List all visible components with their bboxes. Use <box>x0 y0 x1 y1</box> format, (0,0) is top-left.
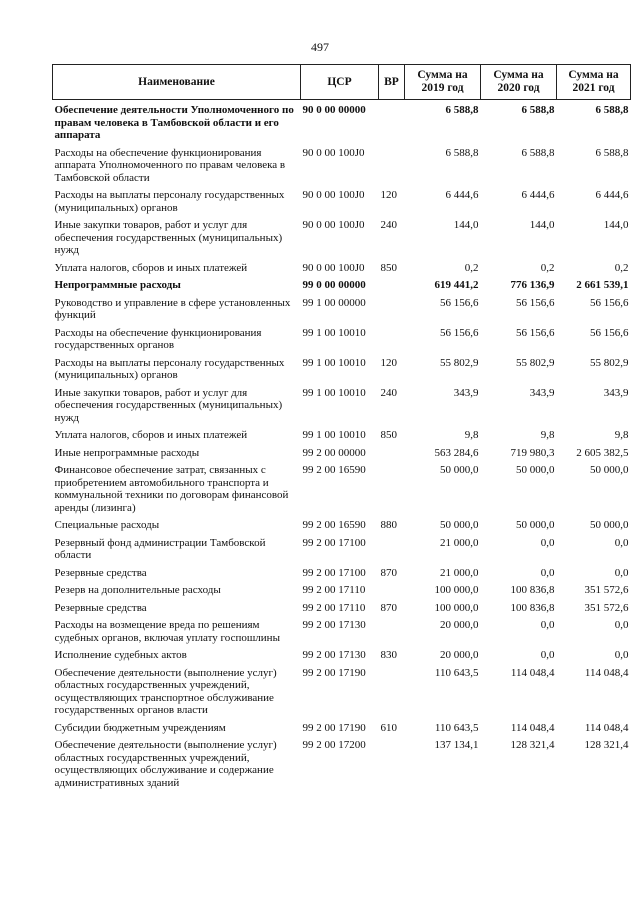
table-row <box>53 325 631 355</box>
table-row <box>53 295 631 325</box>
table-row <box>53 445 631 463</box>
row-sum-2019: 9,8 <box>464 429 479 441</box>
table-row <box>53 355 631 385</box>
table-row <box>53 517 631 535</box>
row-vr <box>379 617 405 647</box>
row-name: Иные закупки товаров, работ и услуг для обеспечения государственных (муниципальных) нужд <box>54 386 283 424</box>
row-sum-2020: 114 048,4 <box>510 721 555 734</box>
table-row <box>53 720 631 738</box>
table-row <box>53 647 631 665</box>
row-vr <box>379 462 405 517</box>
row-sum-2019: 21 000,0 <box>440 566 479 579</box>
row-sum-2019: 137 134,1 <box>434 739 479 751</box>
row-csr: 99 2 00 17200 <box>302 739 366 751</box>
row-vr <box>379 665 405 720</box>
row-sum-2019: 20 000,0 <box>440 649 479 661</box>
row-sum-2020: 128 321,4 <box>510 739 555 751</box>
row-vr: 850 <box>380 261 397 274</box>
row-sum-2019: 50 000,0 <box>440 464 479 476</box>
table-row <box>53 260 631 278</box>
row-sum-2021: 55 802,9 <box>590 356 629 369</box>
row-sum-2020: 719 980,3 <box>510 446 555 459</box>
row-sum-2019: 110 643,5 <box>434 721 479 734</box>
row-name: Резервный фонд администрации Тамбовской области <box>54 536 266 561</box>
row-sum-2021: 0,2 <box>614 261 629 274</box>
row-sum-2021: 114 048,4 <box>584 721 629 734</box>
table-row <box>53 535 631 565</box>
row-sum-2021: 0,0 <box>614 536 629 549</box>
row-name: Обеспечение деятельности Уполномоченного по правам человека в Тамбовской области и его аппарата <box>54 104 294 141</box>
row-csr: 99 2 00 17130 <box>302 649 366 661</box>
row-sum-2019: 144,0 <box>453 219 479 231</box>
row-name: Резервные средства <box>54 601 147 614</box>
row-name: Резерв на дополнительные расходы <box>54 584 221 596</box>
row-sum-2019: 100 000,0 <box>434 584 479 596</box>
row-vr: 830 <box>380 649 397 661</box>
row-vr: 870 <box>380 566 397 579</box>
row-sum-2020: 50 000,0 <box>516 464 555 476</box>
row-csr: 99 1 00 10010 <box>302 429 366 441</box>
row-vr: 870 <box>380 601 397 614</box>
row-csr: 99 1 00 00000 <box>302 296 366 309</box>
table-row <box>53 100 631 145</box>
row-csr: 99 0 00 00000 <box>302 279 366 291</box>
row-vr <box>379 582 405 600</box>
row-sum-2020: 56 156,6 <box>516 326 555 339</box>
row-csr: 99 2 00 00000 <box>302 446 366 459</box>
row-name: Расходы на выплаты персоналу государственных (муниципальных) органов <box>54 356 285 381</box>
row-sum-2021: 114 048,4 <box>584 666 629 679</box>
table-row <box>53 145 631 188</box>
row-csr: 99 2 00 17130 <box>302 619 366 631</box>
table-row <box>53 565 631 583</box>
row-sum-2021: 56 156,6 <box>590 326 629 339</box>
row-vr <box>379 325 405 355</box>
row-sum-2021: 6 588,8 <box>595 104 629 116</box>
row-sum-2019: 50 000,0 <box>440 519 479 531</box>
row-name: Расходы на обеспечение функционирования государственных органов <box>54 326 262 351</box>
row-csr: 99 2 00 17100 <box>302 566 366 579</box>
row-sum-2020: 55 802,9 <box>516 356 555 369</box>
row-name: Резервные средства <box>54 566 147 579</box>
row-vr <box>379 100 405 145</box>
row-csr: 90 0 00 100J0 <box>302 261 365 274</box>
table-row <box>53 582 631 600</box>
row-name: Расходы на обеспечение функционирования аппарата Уполномоченного по правам человека в Тамбовской области <box>54 146 286 184</box>
row-sum-2020: 6 444,6 <box>521 189 555 201</box>
row-sum-2019: 55 802,9 <box>440 356 479 369</box>
row-csr: 99 2 00 17110 <box>302 584 366 596</box>
row-vr: 880 <box>380 519 397 531</box>
row-sum-2021: 50 000,0 <box>590 464 629 476</box>
table-row <box>53 462 631 517</box>
table-row <box>53 427 631 445</box>
row-sum-2020: 0,0 <box>540 649 555 661</box>
row-sum-2021: 56 156,6 <box>590 296 629 309</box>
row-sum-2021: 2 661 539,1 <box>576 279 629 291</box>
row-sum-2019: 110 643,5 <box>434 666 479 679</box>
table-row <box>53 277 631 295</box>
header-sum-2019: Сумма на 2019 год <box>405 65 481 100</box>
budget-table <box>52 64 631 792</box>
row-sum-2019: 6 444,6 <box>445 189 479 201</box>
row-sum-2020: 56 156,6 <box>516 296 555 309</box>
row-vr <box>379 145 405 188</box>
row-vr: 610 <box>380 721 397 734</box>
row-sum-2020: 6 588,8 <box>521 146 555 159</box>
row-vr <box>379 737 405 792</box>
row-sum-2021: 6 588,8 <box>595 146 629 159</box>
header-sum-2021: Сумма на 2021 год <box>557 65 631 100</box>
table-row <box>53 385 631 428</box>
table-row <box>53 737 631 792</box>
row-vr: 120 <box>380 356 397 369</box>
row-sum-2019: 0,2 <box>464 261 479 274</box>
row-sum-2020: 100 836,8 <box>510 584 555 596</box>
row-csr: 99 1 00 10010 <box>302 326 366 339</box>
row-sum-2019: 100 000,0 <box>434 601 479 614</box>
row-sum-2021: 128 321,4 <box>584 739 629 751</box>
row-sum-2021: 343,9 <box>603 386 629 399</box>
row-vr: 120 <box>380 189 397 201</box>
row-sum-2020: 114 048,4 <box>510 666 555 679</box>
row-csr: 99 2 00 16590 <box>302 519 366 531</box>
row-sum-2021: 0,0 <box>614 649 629 661</box>
row-sum-2020: 0,0 <box>540 566 555 579</box>
row-vr <box>379 277 405 295</box>
row-sum-2020: 144,0 <box>529 219 555 231</box>
row-sum-2020: 50 000,0 <box>516 519 555 531</box>
row-csr: 90 0 00 100J0 <box>302 219 365 231</box>
row-csr: 90 0 00 00000 <box>302 104 366 116</box>
page-number: 497 <box>311 40 329 54</box>
row-vr: 240 <box>380 219 397 231</box>
row-csr: 99 2 00 17190 <box>302 666 366 679</box>
row-csr: 99 1 00 10010 <box>302 386 366 399</box>
row-sum-2019: 6 588,8 <box>445 146 479 159</box>
row-sum-2020: 6 588,8 <box>521 104 555 116</box>
row-name: Расходы на выплаты персоналу государственных (муниципальных) органов <box>54 189 285 214</box>
row-sum-2021: 144,0 <box>603 219 629 231</box>
row-name: Уплата налогов, сборов и иных платежей <box>54 429 248 441</box>
table-row <box>53 617 631 647</box>
row-name: Обеспечение деятельности (выполнение услуг) областных государственных учреждений, осуществляющих транспортное обслуживание государственных органов власти <box>54 666 277 716</box>
row-sum-2019: 56 156,6 <box>440 326 479 339</box>
row-name: Обеспечение деятельности (выполнение услуг) областных государственных учреждений, осуществляющих обслуживание и содержание административных зданий <box>54 739 277 789</box>
header-name: Наименование <box>53 65 301 100</box>
row-sum-2019: 563 284,6 <box>434 446 479 459</box>
row-sum-2019: 6 588,8 <box>445 104 479 116</box>
table-row <box>53 600 631 618</box>
row-name: Непрограммные расходы <box>54 279 181 291</box>
row-sum-2021: 2 605 382,5 <box>576 446 629 459</box>
row-sum-2019: 20 000,0 <box>440 619 479 631</box>
row-csr: 99 1 00 10010 <box>302 356 366 369</box>
row-vr: 850 <box>380 429 397 441</box>
row-name: Субсидии бюджетным учреждениям <box>54 721 226 734</box>
row-csr: 90 0 00 100J0 <box>302 189 365 201</box>
row-sum-2021: 0,0 <box>614 619 629 631</box>
row-sum-2021: 6 444,6 <box>595 189 629 201</box>
row-sum-2020: 0,2 <box>540 261 555 274</box>
row-name: Специальные расходы <box>54 519 160 531</box>
row-sum-2019: 56 156,6 <box>440 296 479 309</box>
row-csr: 90 0 00 100J0 <box>302 146 365 159</box>
row-sum-2021: 351 572,6 <box>584 601 629 614</box>
table-body <box>53 100 631 793</box>
row-vr <box>379 295 405 325</box>
table-header-row <box>53 65 631 100</box>
row-sum-2021: 50 000,0 <box>590 519 629 531</box>
row-sum-2020: 9,8 <box>540 429 555 441</box>
table-row <box>53 217 631 260</box>
row-csr: 99 2 00 17110 <box>302 601 366 614</box>
row-sum-2021: 351 572,6 <box>584 584 629 596</box>
header-vr: ВР <box>379 65 405 100</box>
row-name: Исполнение судебных актов <box>54 649 187 661</box>
row-sum-2020: 343,9 <box>529 386 555 399</box>
row-sum-2020: 100 836,8 <box>510 601 555 614</box>
row-csr: 99 2 00 17100 <box>302 536 366 549</box>
row-sum-2020: 0,0 <box>540 536 555 549</box>
row-vr <box>379 445 405 463</box>
row-sum-2020: 0,0 <box>540 619 555 631</box>
row-vr: 240 <box>380 386 397 399</box>
row-sum-2019: 619 441,2 <box>434 279 479 291</box>
row-sum-2019: 343,9 <box>453 386 479 399</box>
table-row <box>53 665 631 720</box>
table-row <box>53 187 631 217</box>
row-sum-2021: 9,8 <box>614 429 629 441</box>
row-sum-2019: 21 000,0 <box>440 536 479 549</box>
row-csr: 99 2 00 16590 <box>302 464 366 476</box>
row-name: Иные непрограммные расходы <box>54 446 200 459</box>
row-name: Финансовое обеспечение затрат, связанных с приобретением автомобильного транспорта и коммунальной техники по договорам финансовой аренды (лизинга) <box>54 464 289 514</box>
row-vr <box>379 535 405 565</box>
row-sum-2021: 0,0 <box>614 566 629 579</box>
header-sum-2020: Сумма на 2020 год <box>481 65 557 100</box>
row-name: Руководство и управление в сфере установленных функций <box>54 296 291 321</box>
row-name: Уплата налогов, сборов и иных платежей <box>54 261 248 274</box>
row-name: Иные закупки товаров, работ и услуг для обеспечения государственных (муниципальных) нужд <box>54 219 283 256</box>
row-csr: 99 2 00 17190 <box>302 721 366 734</box>
header-csr: ЦСР <box>301 65 379 100</box>
row-sum-2020: 776 136,9 <box>510 279 555 291</box>
row-name: Расходы на возмещение вреда по решениям судебных органов, включая уплату госпошлины <box>54 619 280 644</box>
